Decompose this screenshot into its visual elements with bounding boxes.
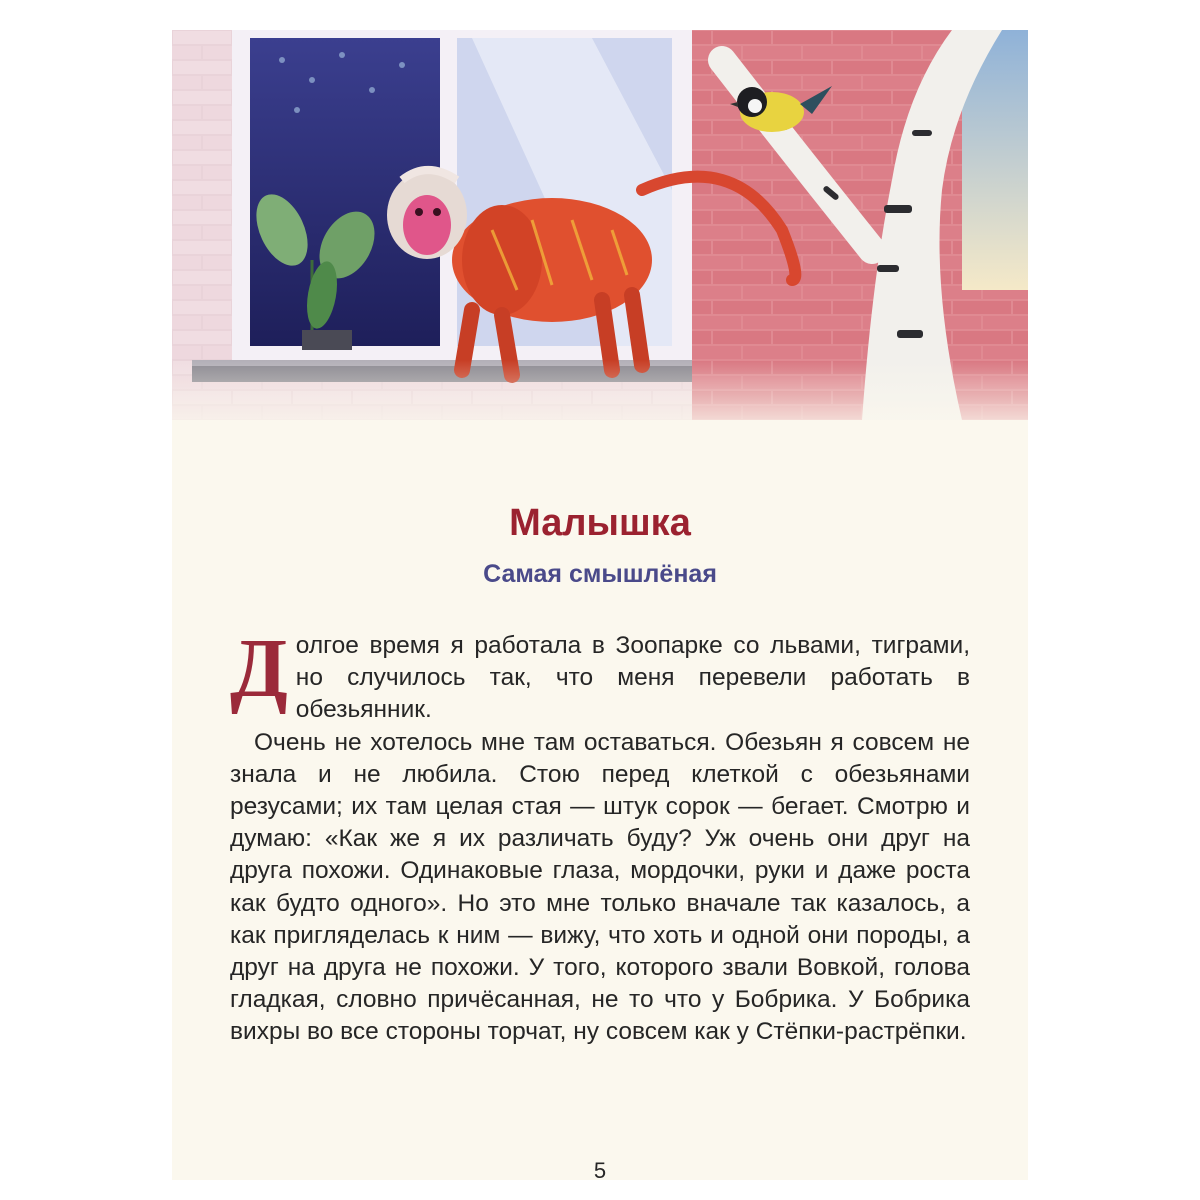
drop-cap: Д <box>230 622 288 715</box>
story-body <box>230 622 970 1049</box>
paragraph-1-text: олгое время я работала в Зоопарке со львами, тиграми, но случилось так, что меня перевели работать в обезьянник. <box>295 632 970 724</box>
illustration-fade <box>172 360 1028 450</box>
story-subtitle: Самая смышлёная <box>483 560 717 588</box>
paragraph-1 <box>230 622 970 727</box>
story-title: Малышка <box>509 502 691 544</box>
page-number: 5 <box>593 1158 607 1180</box>
paragraph-2: Очень не хотелось мне там оставаться. Обезьян я совсем не знала и не любила. Стою перед клеткой с обезьянами резусами; их там целая стая — штук сорок — бегает. Смотрю и думаю: «Как же я их различать буду? Уж очень они друг на друга похожи. Одинаковые глаза, мордочки, руки и даже роста как будто одного». Но это мне только вначале так казалось, а как пригляделась к ним — вижу, что хоть и одной они породы, а друг на друга не похожи. У того, которого звали Вовкой, голова гладкая, словно причёсанная, не то что у Бобрика. У Бобрика вихры во все стороны торчат, ну совсем как у Стёпки-растрёпки. <box>230 728 970 1046</box>
book-page <box>172 30 1028 1180</box>
